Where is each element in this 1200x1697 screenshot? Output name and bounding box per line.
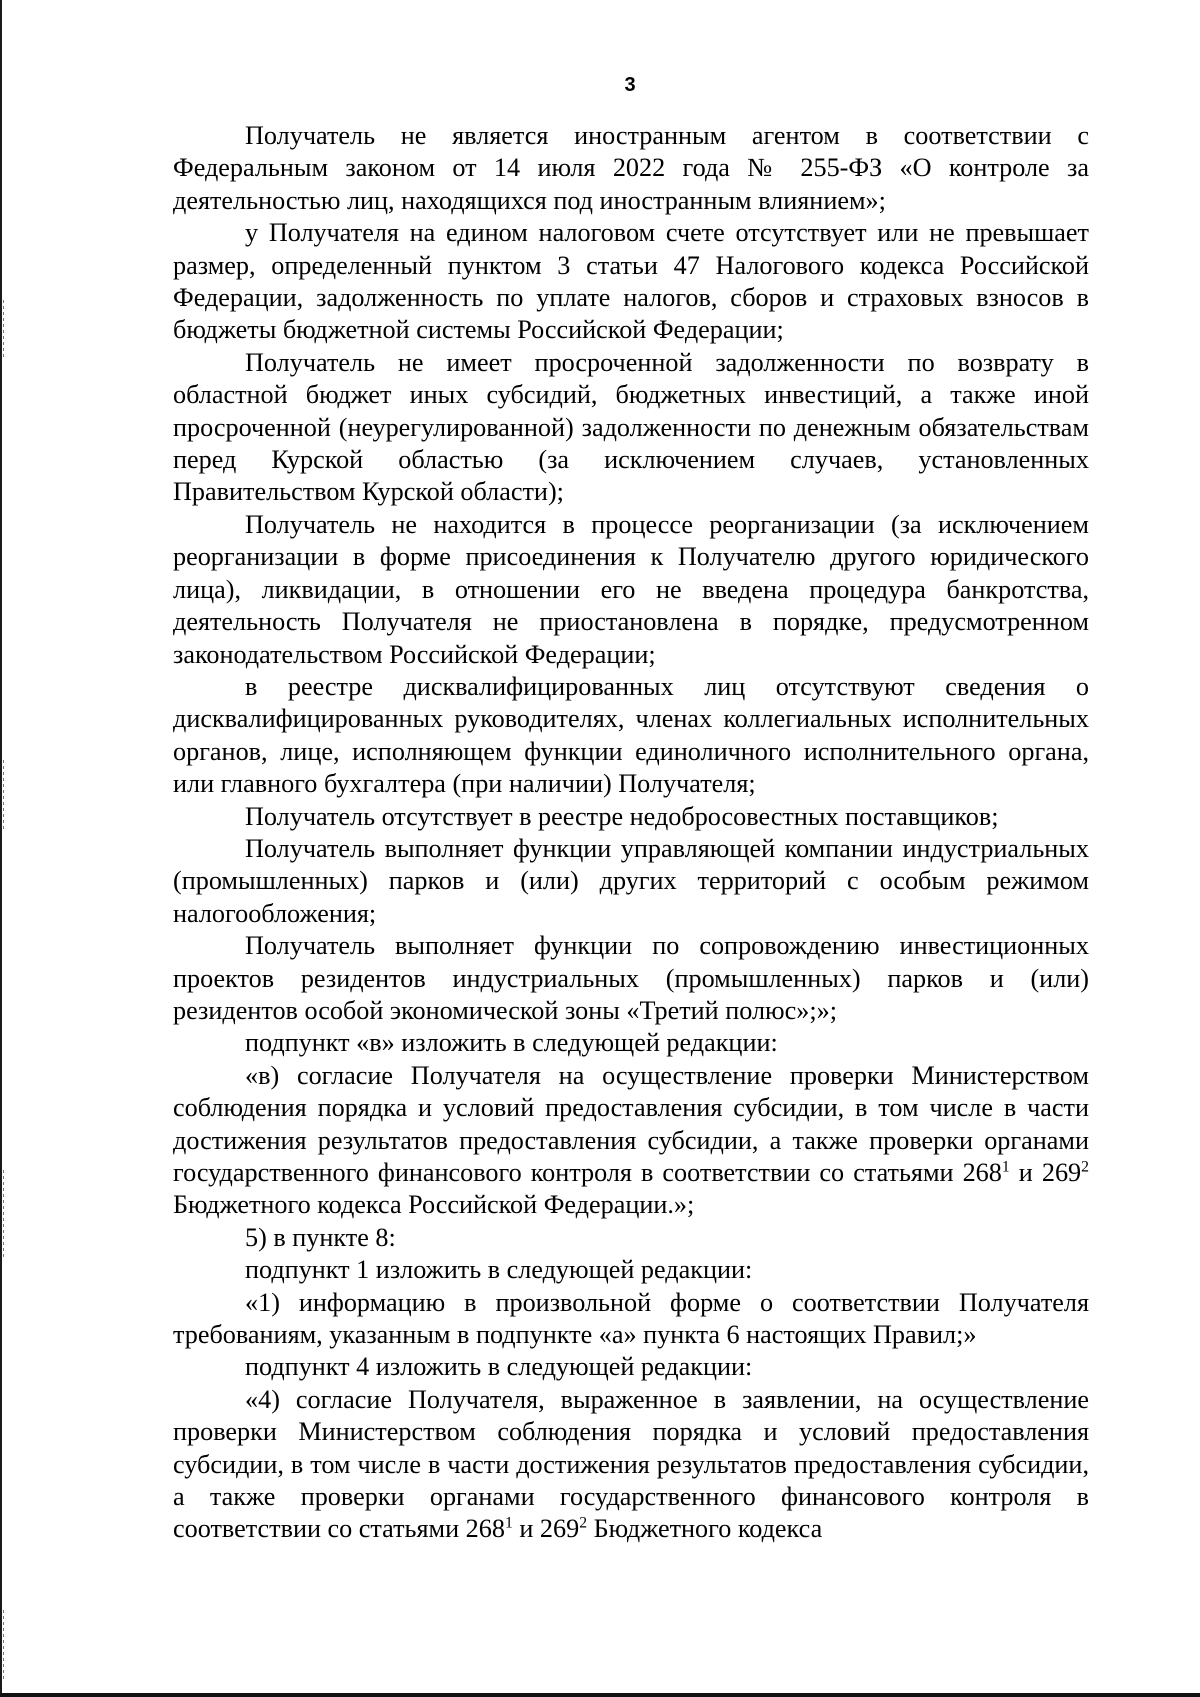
superscript: 2 [1081,1158,1089,1176]
document-body [173,120,1089,1546]
paragraph: подпункт 4 изложить в следующей редакции: [245,1352,753,1382]
superscript: 2 [579,1514,588,1532]
superscript: 1 [504,1514,513,1532]
paragraph: подпункт 1 изложить в следующей редакции: [245,1255,753,1285]
paragraph: Получатель отсутствует в реестре недобросовестных поставщиков; [245,801,999,831]
paragraph: «1) информацию в произвольной форме о соответствии Получателя требованиям, указанным в подпункте «а» пункта 6 настоящих Правил;» [173,1287,1089,1350]
page-number: 3 [624,74,636,96]
paragraph: в реестре дисквалифицированных лиц отсутствуют сведения о дисквалифицированных руководителях, членах коллегиальных исполнительных органов, лице, исполняющем функции единоличного исполнительного органа, или главного бухгалтера (при наличии) Получателя; [173,671,1089,799]
scan-bottom-edge [0,1693,1200,1697]
paragraph-with-superscripts [173,1060,1089,1222]
text-run: «в) согласие Получателя на осуществление проверки Министерством соблюдения порядка и условий предоставления субсидии, в том числе в части достижения результатов предоставления субсидии, а также проверки органами государственного финансового контроля в соответствии со статьями 268 [173,1060,1089,1187]
text-run: «4) согласие Получателя, выраженное в заявлении, на осуществление проверки Министерством соблюдения порядка и условий предоставления субсидии, в том числе в части достижения результатов предоставления субсидии, а также проверки органами государственного финансового контроля в соответствии со статьями 268 [173,1384,1089,1544]
text-run: и 269 [1009,1158,1082,1187]
paragraph: Получатель выполняет функции управляющей компании индустриальных (промышленных) парков и (или) других территорий с особым режимом налогообложения; [173,833,1089,928]
paragraph: у Получателя на едином налоговом счете отсутствует или не превышает размер, определенный пунктом 3 статьи 47 Налогового кодекса Российской Федерации, задолженность по уплате налогов, сборов и страховых взносов в бюджеты бюджетной системы Российской Федерации; [173,218,1089,345]
paragraph-with-superscripts [173,1384,1089,1546]
paragraph: Получатель не имеет просроченной задолженности по возврату в областной бюджет иных субсидий, бюджетных инвестиций, а также иной просроченной (неурегулированной) задолженности по денежным обязательствам перед Курской областью (за исключением случаев, установленных Правительством Курской области); [173,347,1089,507]
scan-left-edge [0,0,2,1697]
text-run: и 269 [512,1514,580,1544]
paragraph: Получатель выполняет функции по сопровождению инвестиционных проектов резидентов индустриальных (промышленных) парков и (или) резидентов особой экономической зоны «Третий полюс»;»; [173,931,1089,1025]
paragraph: Получатель не находится в процессе реорганизации (за исключением реорганизации в форме присоединения к Получателю другого юридического лица), ликвидации, в отношении его не введена процедура банкротства, деятельность Получателя не приостановлена в порядке, предусмотренном законодательством Российской Федерации; [173,509,1089,669]
paragraph: Получатель не является иностранным агентом в соответствии с Федеральным законом от 14 июля 2022 года № 255-ФЗ «О контроле за деятельностью лиц, находящихся под иностранным влиянием»; [173,121,1089,215]
text-run: Бюджетного кодекса Российской Федерации.»; [173,1190,695,1220]
scan-artifact [3,300,4,360]
paragraph: подпункт «в» изложить в следующей редакции: [245,1028,778,1058]
scan-artifact [3,760,4,830]
superscript: 1 [1001,1158,1010,1176]
text-run: Бюджетного кодекса [587,1514,823,1544]
scan-artifact [3,1170,4,1260]
paragraph: 5) в пункте 8: [245,1222,396,1252]
scan-artifact [3,1610,4,1680]
